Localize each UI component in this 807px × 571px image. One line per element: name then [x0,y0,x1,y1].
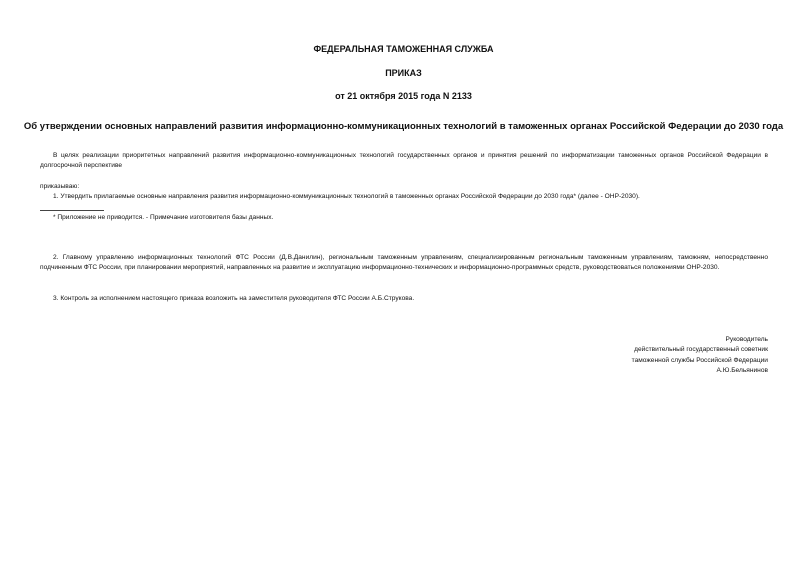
preamble-paragraph: В целях реализации приоритетных направлений развития информационно-коммуникационных технологий государственных органов и принятия решений по информатизации таможенных органов Российской Федерации в долгосрочной перспективе [40,152,768,170]
document-type-title: ПРИКАЗ [385,68,422,78]
order-item-2: 2. Главному управлению информационных технологий ФТС России (Д.В.Данилин), региональным таможенным управлениям, специализированным региональным таможенным управлениям, таможням, непосредственно подчиненным ФТС России, при планировании мероприятий, направленных на развитие и эксплуатацию информационно-технических и информационно-программных средств, руководствоваться положениями ОНР-2030. [40,254,768,272]
footnote-text: * Приложение не приводится. - Примечание изготовителя базы данных. [53,214,274,221]
signature-name: А.Ю.Бельянинов [716,367,768,375]
order-item-3: 3. Контроль за исполнением настоящего приказа возложить на заместителя руководителя ФТС России А.Б.Струкова. [53,295,415,302]
order-directive-word: приказываю: [40,183,80,190]
order-item-1: 1. Утвердить прилагаемые основные направления развития информационно-коммуникационных технологий в таможенных органах Российской Федерации до 2030 года* (далее - ОНР-2030). [53,193,640,200]
order-subject-heading: Об утверждении основных направлений развития информационно-коммуникационных технологий в таможенных органах Российской Федерации до 2030 года [23,121,784,132]
signature-position: Руководитель [725,336,768,343]
agency-name: ФЕДЕРАЛЬНАЯ ТАМОЖЕННАЯ СЛУЖБА [313,44,494,54]
signature-service: таможенной службы Российской Федерации [631,356,768,364]
order-date-number: от 21 октября 2015 года N 2133 [335,91,472,101]
footnote-divider [40,210,104,211]
signature-rank: действительный государственный советник [634,346,768,354]
signature-block [632,335,768,377]
